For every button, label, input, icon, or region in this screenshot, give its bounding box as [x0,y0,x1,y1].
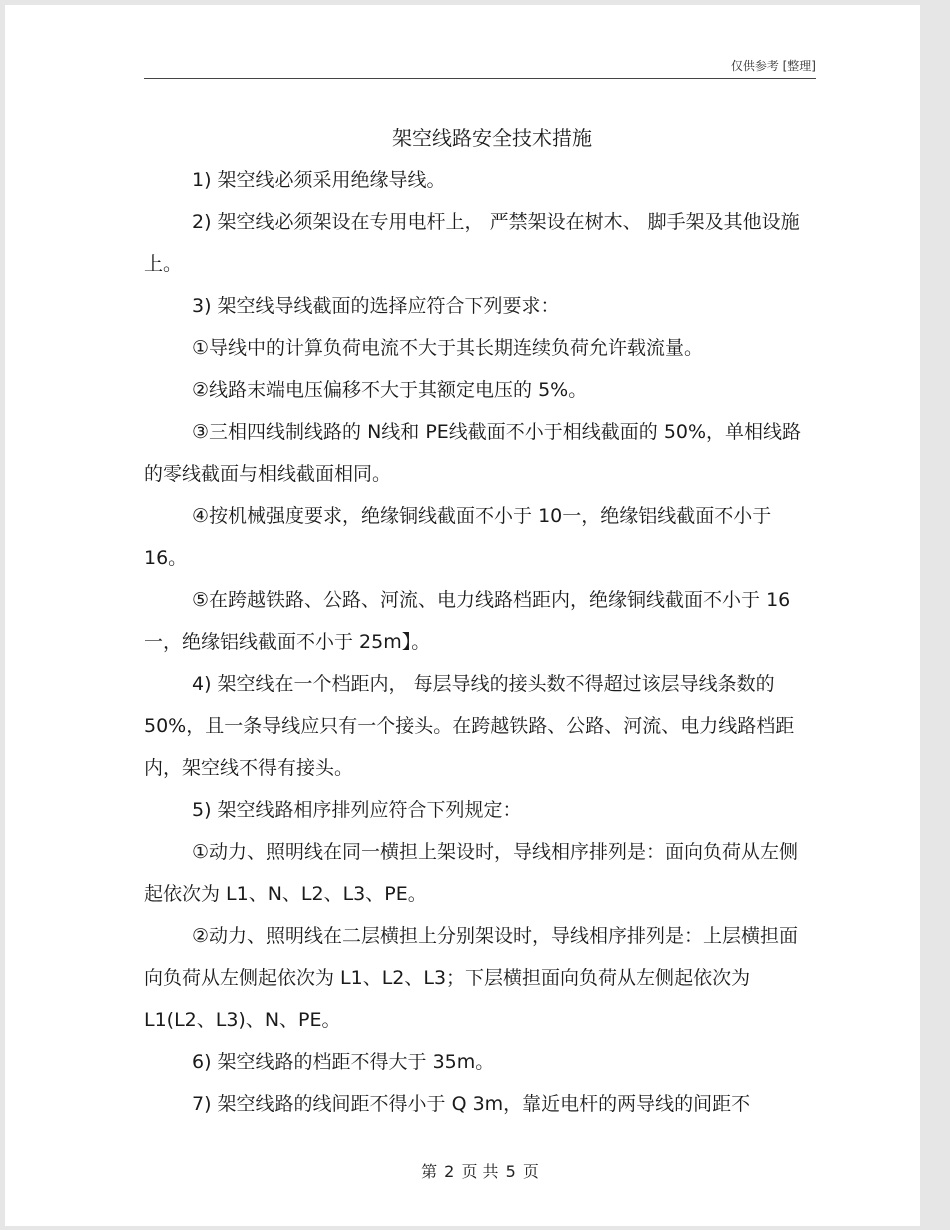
paragraph-3-item-3: ③三相四线制线路的 N线和 PE线截面不小于相线截面的 50%，单相线路的零线截面与相线截面相同。 [144,421,802,485]
paragraph-3-item-2: ②线路末端电压偏移不大于其额定电压的 5%。 [192,379,588,401]
document-title: 架空线路安全技术措施 [392,126,592,150]
page-footer [5,1159,950,1182]
document-body [144,159,816,1125]
current-page-number: 2 [444,1162,455,1181]
paragraph-3-item-4: ④按机械强度要求，绝缘铜线截面不小于 10一，绝缘铝线截面不小于 16。 [144,505,772,569]
paragraph-5: 5) 架空线路相序排列应符合下列规定： [192,799,522,821]
total-page-count: 5 [505,1162,516,1181]
paragraph-1: 1) 架空线必须采用绝缘导线。 [192,169,446,191]
paragraph-5-item-1: ①动力、照明线在同一横担上架设时，导线相序排列是：面向负荷从左侧起依次为 L1、N、L2、L3、PE。 [144,841,799,905]
paragraph-6: 6) 架空线路的档距不得大于 35m。 [192,1051,495,1073]
footer-mid: 页 共 [461,1162,499,1181]
paragraph-7: 7) 架空线路的线间距不得小于 Q 3m，靠近电杆的两导线的间距不 [192,1093,751,1115]
paragraph-3: 3) 架空线导线截面的选择应符合下列要求： [192,295,560,317]
footer-prefix: 第 [421,1162,438,1181]
paragraph-5-item-2: ②动力、照明线在二层横担上分别架设时，导线相序排列是：上层横担面向负荷从左侧起依次为 L1、L2、L3；下层横担面向负荷从左侧起依次为 L1(L2、L3)、N、PE。 [144,925,799,1031]
header-divider [144,78,816,79]
paragraph-4: 4) 架空线在一个档距内， 每层导线的接头数不得超过该层导线条数的 50%，且一条导线应只有一个接头。在跨越铁路、公路、河流、电力线路档距内，架空线不得有接头。 [144,673,795,779]
paragraph-3-item-1: ①导线中的计算负荷电流不大于其长期连续负荷允许载流量。 [192,337,704,359]
page-header-note: 仅供参考 [整理] [730,59,816,73]
footer-suffix: 页 [522,1162,539,1181]
paragraph-3-item-5: ⑤在跨越铁路、公路、河流、电力线路档距内，绝缘铜线截面不小于 16一，绝缘铝线截面不小于 25m】。 [144,589,791,653]
paragraph-2: 2) 架空线必须架设在专用电杆上， 严禁架设在树木、 脚手架及其他设施上。 [144,211,800,275]
document-page [5,5,920,1226]
